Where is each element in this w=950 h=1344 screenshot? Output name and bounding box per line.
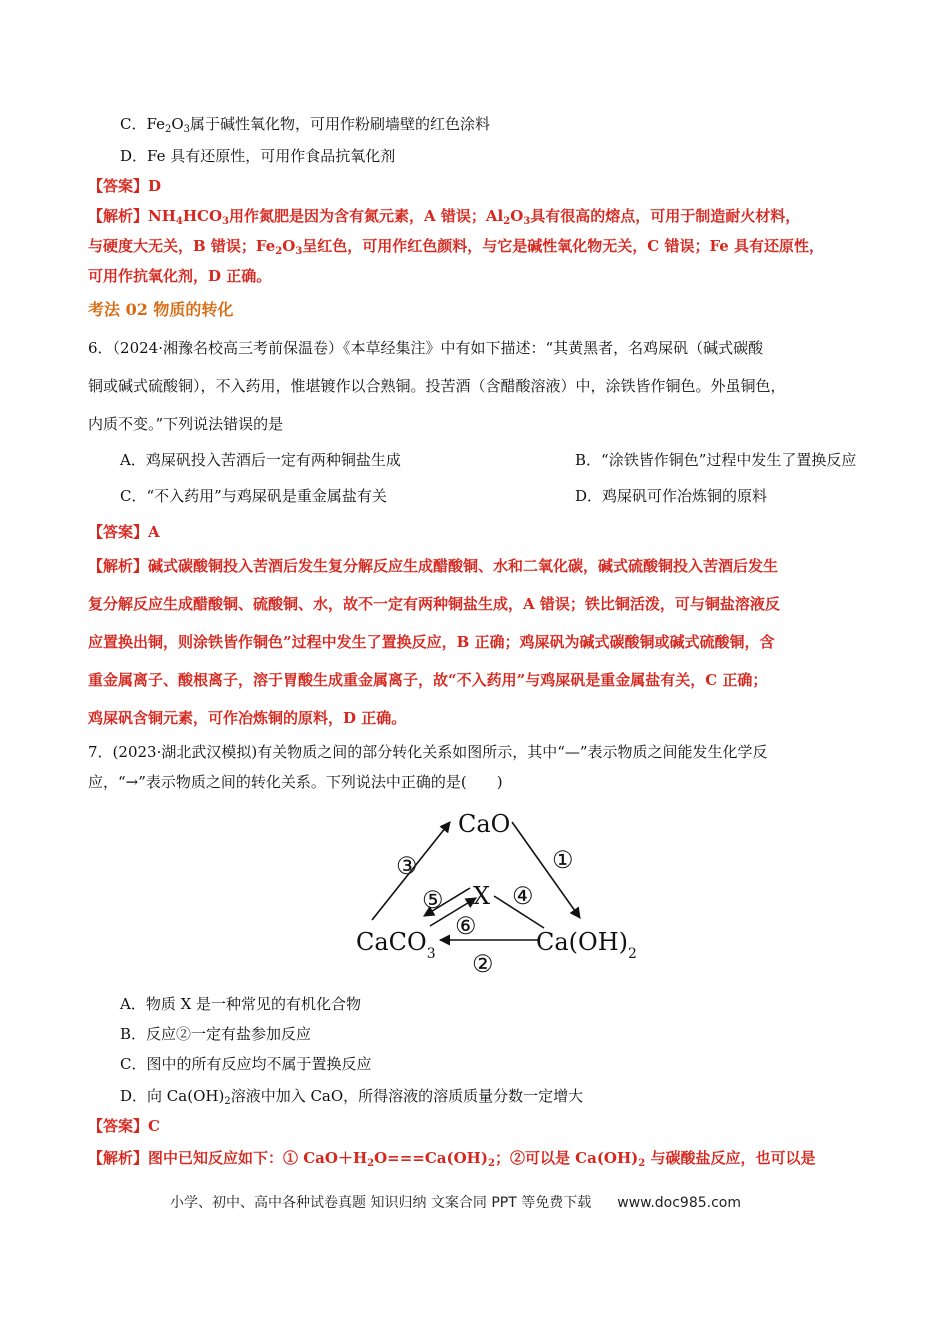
q6-analysis-line-4: 重金属离子、酸根离子，溶于胃酸生成重金属离子，故“不入药用”与鸡屎矾是重金属盐有关，C 正确；: [88, 671, 768, 689]
label-reaction-4: ④: [512, 882, 534, 910]
q6-answer: 【答案】A: [88, 523, 160, 541]
q6-option-d: D．鸡屎矾可作冶炼铜的原料: [575, 487, 768, 505]
label-reaction-5: ⑤: [422, 886, 444, 914]
q6-option-b: B．“涂铁皆作铜色”过程中发生了置换反应: [575, 451, 857, 469]
node-x: X: [473, 882, 491, 910]
conversion-diagram: [340, 804, 660, 984]
q5-analysis-line-2: 与硬度大无关，B 错误；$Fe_2O_3$呈红色，可用作红色颜料，与它是碱性氧化物无关，C 错误；Fe 具有还原性，: [88, 237, 825, 257]
q5-analysis-line-3: 可用作抗氧化剂，D 正确。: [88, 267, 272, 285]
q7-option-c: C．图中的所有反应均不属于置换反应: [120, 1055, 372, 1073]
q6-option-a: A．鸡屎矾投入苦酒后一定有两种铜盐生成 B．“涂铁皆作铜色”过程中发生了置换反应: [120, 451, 857, 469]
q6-analysis-line-1: 【解析】碱式碳酸铜投入苦酒后发生复分解反应生成醋酸铜、水和二氧化碳，碱式硫酸铜投入苦酒后发生: [88, 557, 779, 575]
q6-stem-line-3: 内质不变。”下列说法错误的是: [88, 415, 284, 433]
node-caco3: CaCO$_3$: [356, 928, 436, 962]
q7-option-d: D．向 $Ca(OH)_2$溶液中加入 CaO，所得溶液的溶质质量分数一定增大: [120, 1087, 584, 1107]
q7-stem-line-1: 7．(2023·湖北武汉模拟)有关物质之间的部分转化关系如图所示，其中“—”表示物质之间能发生化学反: [88, 743, 768, 761]
label-reaction-1: ①: [552, 846, 574, 874]
node-caoh2: $Ca(OH)_2$: [536, 928, 637, 962]
section-title: 考法 02 物质的转化: [88, 300, 234, 319]
q6-analysis-line-3: 应置换出铜，则涂铁皆作铜色”过程中发生了置换反应，B 正确；鸡屎矾为碱式碳酸铜或碱式硫酸铜，含: [88, 633, 775, 651]
q7-answer: 【答案】C: [88, 1117, 160, 1135]
q5-option-d: D．Fe 具有还原性，可用作食品抗氧化剂: [120, 147, 396, 165]
q6-stem-line-2: 铜或碱式硫酸铜），不入药用，惟堪镀作以合熟铜。投苦酒（含醋酸溶液）中，涂铁皆作铜色。外虽铜色，: [88, 377, 786, 395]
q6-stem-line-1: 6．（2024·湘豫名校高三考前保温卷）《本草经集注》中有如下描述：“其黄黑者，名鸡屎矾（碱式碳酸: [88, 339, 764, 357]
q6-option-c: C．“不入药用”与鸡屎矾是重金属盐有关 D．鸡屎矾可作冶炼铜的原料: [120, 487, 768, 505]
q7-option-b: B．反应②一定有盐参加反应: [120, 1025, 312, 1043]
q5-analysis-line-1: 【解析】$NH_4HCO_3$用作氮肥是因为含有氮元素，A 错误；$Al_2O_3$具有很高的熔点，可用于制造耐火材料，: [88, 207, 801, 227]
label-reaction-2: ②: [472, 950, 494, 978]
footer-site-link[interactable]: www.doc985.com: [617, 1195, 741, 1211]
q5-answer: 【答案】D: [88, 177, 162, 195]
q5-option-c: C．$Fe_2O_3$属于碱性氧化物，可用作粉刷墙壁的红色涂料: [120, 115, 491, 135]
label-reaction-6: ⑥: [455, 912, 477, 940]
q7-analysis-line-1: 【解析】图中已知反应如下：① $CaO+H_2O===Ca(OH)_2$；②可以是 $Ca(OH)_2$ 与碳酸盐反应，也可以是: [88, 1149, 816, 1169]
label-reaction-3: ③: [396, 852, 418, 880]
q7-option-a: A．物质 X 是一种常见的有机化合物: [120, 995, 362, 1013]
q6-analysis-line-2: 复分解反应生成醋酸铜、硫酸铜、水，故不一定有两种铜盐生成，A 错误；铁比铜活泼，可与铜盐溶液反: [88, 595, 780, 613]
node-cao: CaO: [458, 810, 511, 838]
q6-analysis-line-5: 鸡屎矾含铜元素，可作冶炼铜的原料，D 正确。: [88, 709, 407, 727]
page-footer: [170, 1192, 741, 1212]
q7-stem-line-2: 应，“→”表示物质之间的转化关系。下列说法中正确的是( ): [88, 773, 503, 791]
footer-text: 小学、初中、高中各种试卷真题 知识归纳 文案合同 PPT 等免费下载: [170, 1195, 592, 1211]
